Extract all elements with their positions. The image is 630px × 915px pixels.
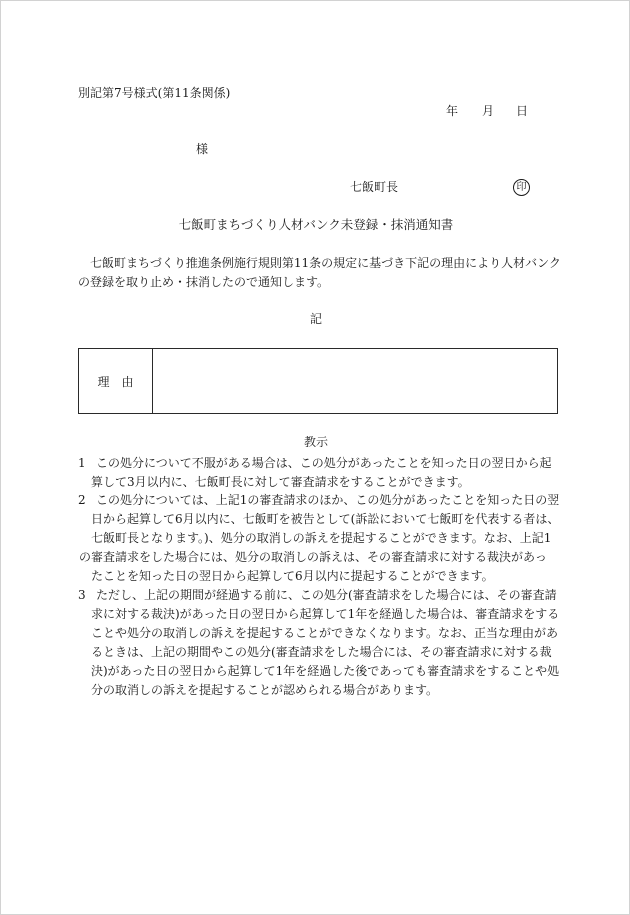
seal-mark: 印 <box>513 179 530 196</box>
notice-item-line: 分の取消しの訴えを提起することが認められる場合があります。 <box>91 683 439 697</box>
notice-item-line: ただし、上記の期間が経過する前に、この処分(審査請求をした場合には、その審査請 <box>96 588 557 602</box>
body-line: 七飯町まちづくり推進条例施行規則第11条の規定に基づき下記の理由により人材バンク <box>90 256 561 270</box>
notice-item-line: 求に対する裁決)があった日の翌日から起算して1年を経過した場合は、審査請求をする <box>91 607 560 621</box>
notice-item-line: 算して3月以内に、七飯町長に対して審査請求をすることができます。 <box>91 475 470 489</box>
date-year-label: 年 <box>446 104 459 118</box>
notice-item-line: るときは、上記の期間やこの処分(審査請求をした場合には、その審査請求に対する裁 <box>91 645 552 659</box>
notice-item-line: 決)があった日の翌日から起算して1年を経過した後であっても審査請求をすることや処 <box>91 664 560 678</box>
document-title: 七飯町まちづくり人材バンク未登録・抹消通知書 <box>178 217 454 232</box>
addressee-honorific: 様 <box>196 142 209 156</box>
reason-value-cell <box>153 349 557 413</box>
notice-item-line: この処分について不服がある場合は、この処分があったことを知った日の翌日から起 <box>96 456 552 470</box>
notice-item-line: たことを知った日の翌日から起算して6月以内に提起することができます。 <box>91 569 494 583</box>
reason-label-cell <box>79 349 153 413</box>
date-day-label: 日 <box>516 104 529 118</box>
notice-item-number: 3 <box>78 588 86 602</box>
notice-item-number: 1 <box>78 456 86 470</box>
ki-heading: 記 <box>309 312 322 326</box>
reason-label: 理 由 <box>97 374 134 389</box>
date-month-label: 月 <box>482 104 495 118</box>
notice-item-line: 七飯町長となります。)、処分の取消しの訴えを提起することができます。なお、上記1 <box>91 531 552 545</box>
body-line: の登録を取り止め・抹消したので通知します。 <box>78 275 330 289</box>
notice-item-line: ことや処分の取消しの訴えを提起することができなくなります。なお、正当な理由があ <box>91 626 559 640</box>
notice-item-line: この処分については、上記1の審査請求のほか、この処分があったことを知った日の翌 <box>96 493 560 507</box>
form-reference: 別記第7号様式(第11条関係) <box>78 86 231 100</box>
issuer-name: 七飯町長 <box>350 180 399 194</box>
notice-item-line: 日から起算して6月以内に、七飯町を被告として(訴訟において七飯町を代表する者は、 <box>91 512 560 526</box>
notice-item-number: 2 <box>78 493 86 507</box>
reason-table <box>78 348 558 414</box>
notice-item-line: の審査請求をした場合には、処分の取消しの訴えは、その審査請求に対する裁決があっ <box>79 550 547 564</box>
notice-heading: 教示 <box>303 435 328 449</box>
